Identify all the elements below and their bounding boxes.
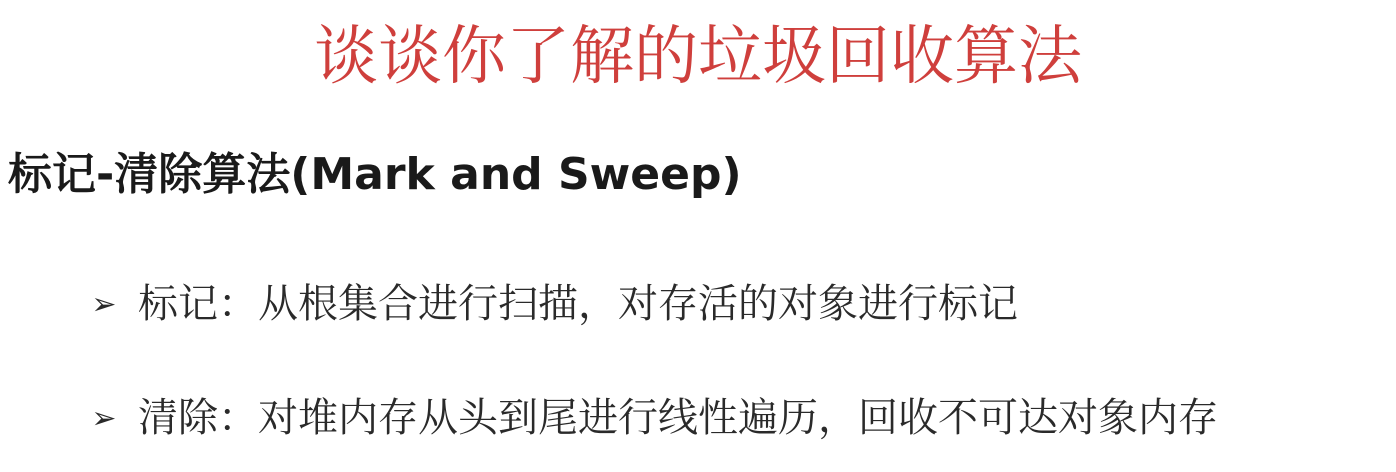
- bullet-text: 标记：从根集合进行扫描，对存活的对象进行标记: [138, 281, 1018, 327]
- bullet-item-sweep: [84, 388, 1218, 448]
- arrow-bullet-icon: ➢: [91, 400, 117, 436]
- section-heading: 标记-清除算法(Mark and Sweep): [8, 149, 742, 200]
- arrow-bullet-icon: ➢: [91, 286, 117, 322]
- bullet-item-mark: [84, 274, 1018, 334]
- bullet-text: 清除：对堆内存从头到尾进行线性遍历，回收不可达对象内存: [138, 395, 1218, 441]
- slide-title: 谈谈你了解的垃圾回收算法: [314, 20, 1082, 94]
